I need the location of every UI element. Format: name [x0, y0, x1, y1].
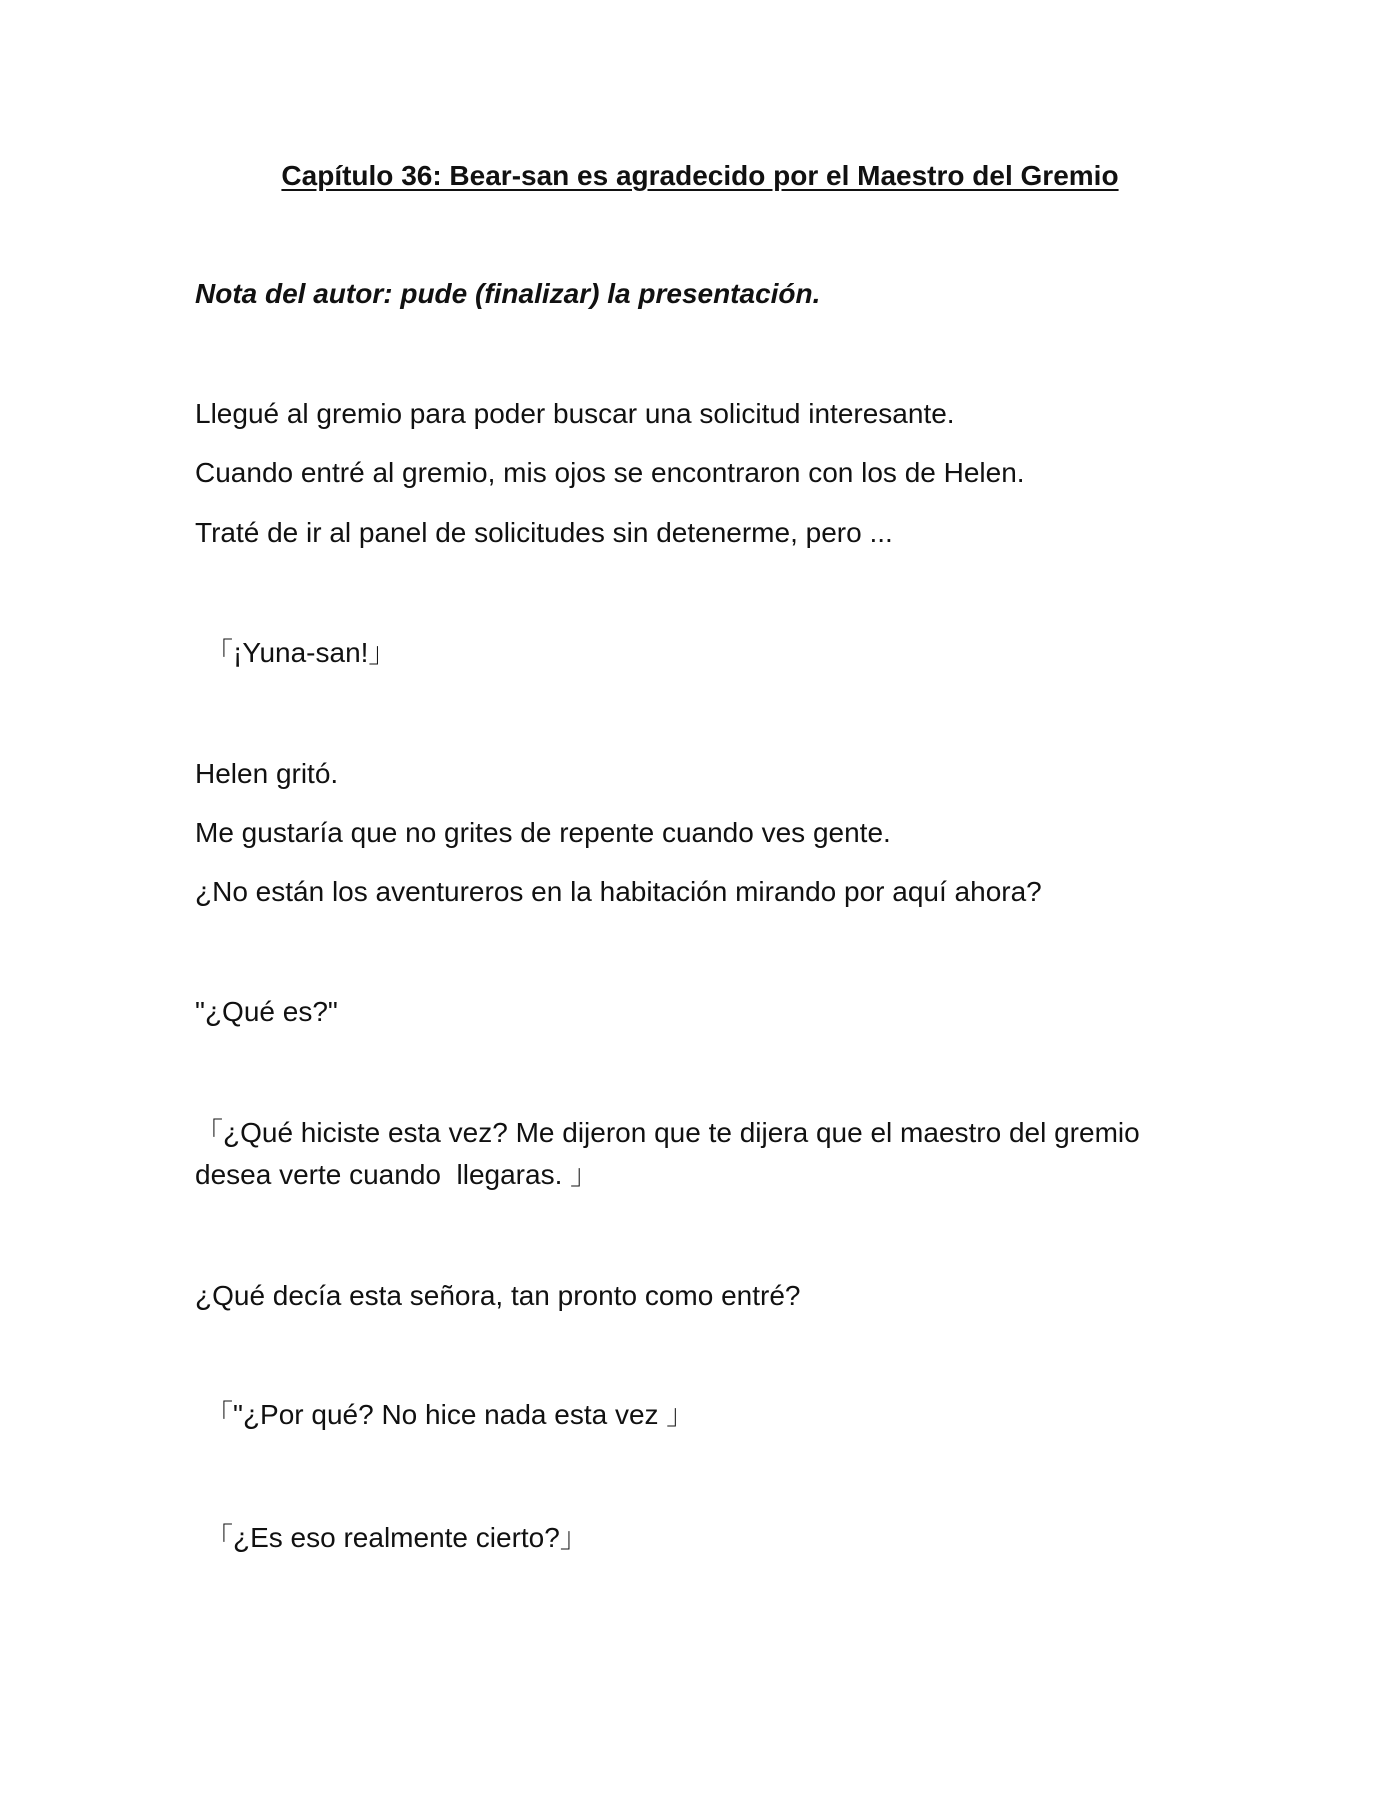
paragraph: Llegué al gremio para poder buscar una solicitud interesante.	[195, 398, 955, 429]
dialogue-line: 「¿Qué hiciste esta vez? Me dijeron que te dijera que el maestro del gremio desea verte cuando llegaras. 」	[195, 1117, 1148, 1190]
dialogue-line: 「¡Yuna-san!」	[205, 637, 397, 668]
paragraph: Traté de ir al panel de solicitudes sin detenerme, pero ...	[195, 517, 893, 548]
paragraph: ¿No están los aventureros en la habitación mirando por aquí ahora?	[195, 876, 1042, 907]
dialogue-line: 「"¿Por qué? No hice nada esta vez 」	[205, 1399, 695, 1430]
paragraph: Cuando entré al gremio, mis ojos se encontraron con los de Helen.	[195, 457, 1025, 488]
paragraph: ¿Qué decía esta señora, tan pronto como entré?	[195, 1280, 801, 1311]
paragraph: Me gustaría que no grites de repente cuando ves gente.	[195, 817, 891, 848]
dialogue-line: "¿Qué es?"	[195, 996, 338, 1027]
chapter-title: Capítulo 36: Bear-san es agradecido por el Maestro del Gremio	[281, 160, 1119, 191]
paragraph: Helen gritó.	[195, 758, 339, 789]
dialogue-line: 「¿Es eso realmente cierto?」	[205, 1522, 588, 1553]
author-note: Nota del autor: pude (finalizar) la presentación.	[195, 278, 821, 309]
